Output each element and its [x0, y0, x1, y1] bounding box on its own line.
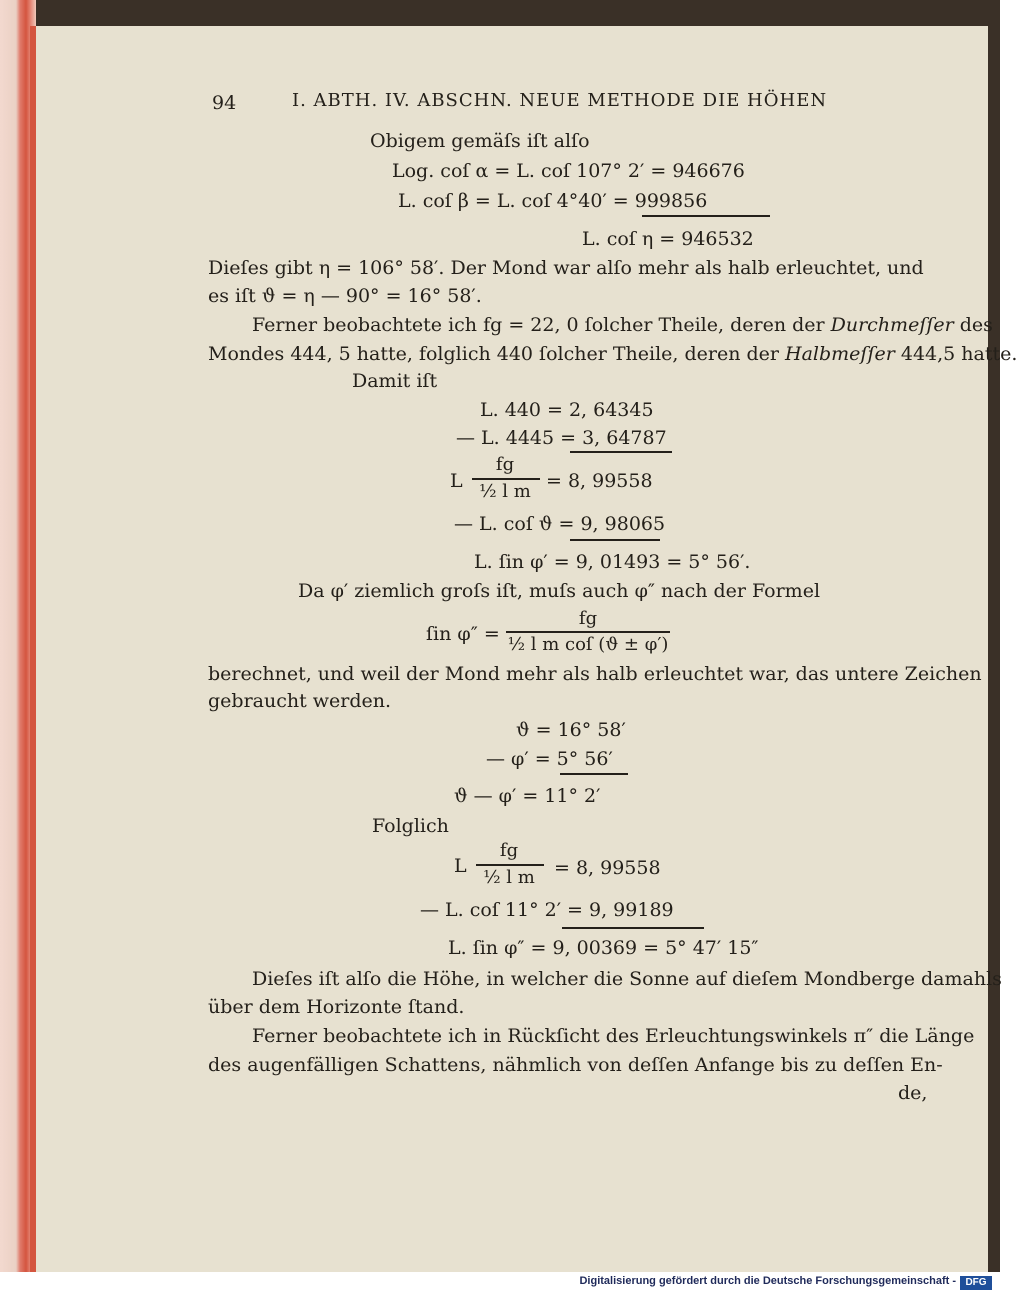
text-segment: des — [953, 314, 993, 336]
equation-value: = 8, 99558 — [554, 857, 661, 879]
equation-line: — L. coſ 11° 2′ = 9, 99189 — [420, 899, 674, 921]
text-segment: Ferner beobachtete ich fg = 22, 0 ſolcher Theile, deren der — [252, 314, 831, 336]
text-line: Obigem gemäſs iſt alſo — [370, 130, 590, 152]
equation-line: Log. coſ α = L. coſ 107° 2′ = 946676 — [392, 160, 745, 182]
running-title: I. ABTH. IV. ABSCHN. NEUE METHODE DIE HÖHEN — [292, 90, 828, 111]
formula-prefix: ſin φ″ = — [426, 623, 500, 645]
text-line: Damit iſt — [352, 370, 438, 392]
fraction-denominator: ½ l m — [479, 481, 531, 502]
fraction-line — [472, 478, 540, 480]
page-number: 94 — [212, 92, 237, 114]
text-line: Dieſes gibt η = 106° 58′. Der Mond war alſo mehr als halb erleuchtet, und — [208, 257, 924, 279]
text-segment: Mondes 444, 5 hatte, folglich 440 ſolcher Theile, deren der — [208, 343, 786, 365]
text-line: de, — [898, 1082, 928, 1104]
equation-line: — L. 4445 = 3, 64787 — [456, 427, 667, 449]
text-line: berechnet, und weil der Mond mehr als halb erleuchtet war, das untere Zeichen — [208, 663, 982, 685]
sum-rule — [570, 451, 672, 453]
italic-term: Durchmeſſer — [830, 314, 954, 336]
text-segment: 444,5 hatte. — [894, 343, 1017, 365]
text-line: über dem Horizonte ſtand. — [208, 996, 465, 1018]
text-line: gebraucht werden. — [208, 690, 392, 712]
text-line: Folglich — [372, 815, 449, 837]
equation-line: — φ′ = 5° 56′ — [486, 748, 613, 770]
sum-rule — [560, 773, 628, 775]
fraction-denominator: ½ l m coſ (ϑ ± φ′) — [507, 634, 669, 655]
fraction-line — [476, 864, 544, 866]
sum-rule — [570, 539, 660, 541]
fraction-numerator: fg — [578, 608, 598, 629]
equation-line: L. ſin φ′ = 9, 01493 = 5° 56′. — [474, 551, 751, 573]
fraction-denominator: ½ l m — [483, 867, 535, 888]
fraction-numerator: fg — [499, 840, 519, 861]
text-line — [208, 342, 1017, 366]
equation-line: L. coſ η = 946532 — [582, 228, 754, 250]
italic-term: Halbmeſſer — [785, 343, 895, 365]
text-line: Dieſes iſt alſo die Höhe, in welcher die Sonne auf dieſem Mondberge damahls — [252, 968, 1002, 990]
funding-note: Digitalisierung gefördert durch die Deutsche Forschungsgemeinschaft - — [579, 1275, 956, 1287]
equation-line: — L. coſ ϑ = 9, 98065 — [454, 513, 666, 535]
equation-value: = 8, 99558 — [546, 470, 653, 492]
sum-rule — [642, 215, 770, 217]
text-line: des augenfälligen Schattens, nähmlich von deſſen Anfange bis zu deſſen En- — [208, 1054, 943, 1076]
equation-prefix: L — [454, 855, 467, 877]
equation-line: ϑ = 16° 58′ — [516, 719, 626, 741]
equation-line: L. ſin φ″ = 9, 00369 = 5° 47′ 15″ — [448, 937, 759, 959]
footer-bar — [0, 1272, 1000, 1295]
text-line — [252, 313, 993, 337]
equation-prefix: L — [450, 470, 463, 492]
fraction-numerator: fg — [495, 454, 515, 475]
sum-rule — [562, 927, 704, 929]
dfg-logo: DFG — [960, 1276, 992, 1290]
equation-line: L. coſ β = L. coſ 4°40′ = 999856 — [398, 190, 708, 212]
text-line: Da φ′ ziemlich groſs iſt, muſs auch φ″ nach der Formel — [298, 580, 821, 602]
text-line: es iſt ϑ = η — 90° = 16° 58′. — [208, 285, 482, 307]
equation-line: ϑ — φ′ = 11° 2′ — [454, 785, 601, 807]
fraction-line — [506, 631, 670, 633]
equation-line: L. 440 = 2, 64345 — [480, 399, 654, 421]
book-page — [30, 26, 1017, 1272]
text-line: Ferner beobachtete ich in Rückſicht des Erleuchtungswinkels π″ die Länge — [252, 1025, 975, 1047]
